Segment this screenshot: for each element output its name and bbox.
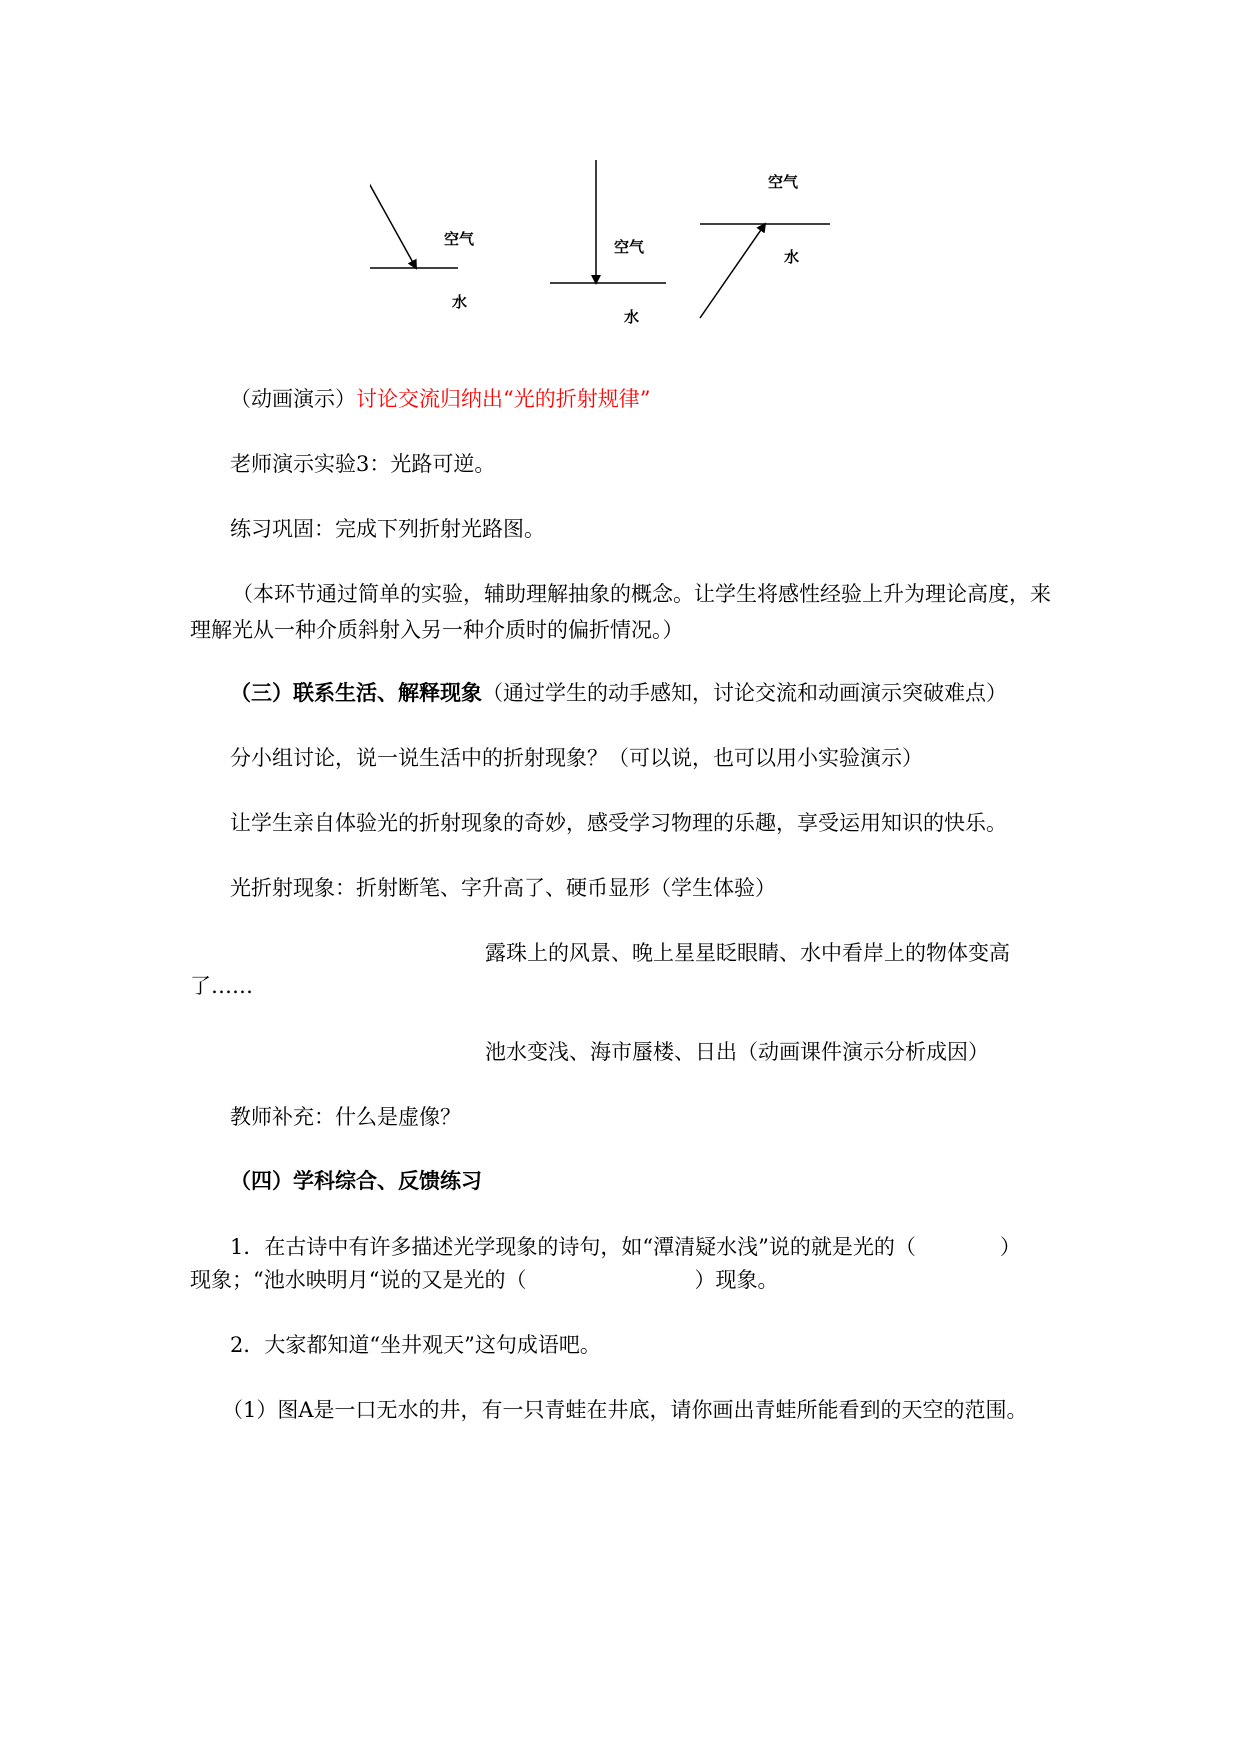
section-3-heading <box>190 675 1060 711</box>
paragraph-teacher-supplement: 教师补充：什么是虚像？ <box>230 1105 461 1129</box>
refraction-law-highlight: 讨论交流归纳出“光的折射规律” <box>356 387 651 411</box>
animation-demo-prefix: （动画演示） <box>230 387 356 411</box>
section-4-title: （四）学科综合、反馈练习 <box>230 1168 482 1193</box>
fig3-refracted-ray <box>700 224 765 318</box>
paragraph-section-note: （本环节通过简单的实验，辅助理解抽象的概念。让学生将感性经验上升为理论高度，来理解光从一种介质斜射入另一种介质时的偏折情况。） <box>190 582 1051 642</box>
question-2: 2．大家都知道“坐井观天”这句成语吧。 <box>230 1333 601 1357</box>
fig2-air-label: 空气 <box>614 238 645 256</box>
section-4-heading <box>190 1163 1060 1199</box>
paragraph-phenomena-2-line2: 了…… <box>190 974 253 998</box>
paragraph-animation-demo <box>190 381 1060 417</box>
question-2-part-1: （1）图A是一口无水的井，有一只青蛙在井底，请你画出青蛙所能看到的天空的范围。 <box>222 1398 1028 1422</box>
paragraph-practice: 练习巩固：完成下列折射光路图。 <box>230 517 545 541</box>
question-1-line2: 现象；“池水映明月“说的又是光的（ ）现象。 <box>190 1268 779 1292</box>
paragraph-phenomena-3: 池水变浅、海市蜃楼、日出（动画课件演示分析成因） <box>485 1040 989 1064</box>
figure-3 <box>700 173 830 318</box>
paragraph-group-discussion: 分小组讨论，说一说生活中的折射现象？（可以说，也可以用小实验演示） <box>230 746 923 770</box>
fig2-water-label: 水 <box>624 308 640 326</box>
paragraph-phenomena-2-line1: 露珠上的风景、晚上星星眨眼睛、水中看岸上的物体变高 <box>485 941 1010 965</box>
section-3-subtitle: （通过学生的动手感知，讨论交流和动画演示突破难点） <box>482 681 1007 705</box>
fig1-air-label: 空气 <box>444 230 475 248</box>
fig3-air-label: 空气 <box>768 173 799 191</box>
figure-2 <box>550 160 666 326</box>
section-3-title: （三）联系生活、解释现象 <box>230 680 482 705</box>
fig3-water-label: 水 <box>784 248 800 266</box>
refraction-diagrams-svg <box>370 150 850 330</box>
fig1-incident-ray <box>370 176 416 268</box>
paragraph-phenomena: 光折射现象：折射断笔、字升高了、硬币显形（学生体验） <box>230 876 776 900</box>
paragraph-experience: 让学生亲自体验光的折射现象的奇妙，感受学习物理的乐趣，享受运用知识的快乐。 <box>230 811 1007 835</box>
fig1-water-label: 水 <box>452 293 468 311</box>
question-1-line1: 1．在古诗中有许多描述光学现象的诗句，如“潭清疑水浅”说的就是光的（ ） <box>230 1235 1021 1259</box>
paragraph-experiment-3: 老师演示实验3：光路可逆。 <box>230 452 496 476</box>
figure-1 <box>370 176 475 311</box>
refraction-figures <box>370 150 850 330</box>
